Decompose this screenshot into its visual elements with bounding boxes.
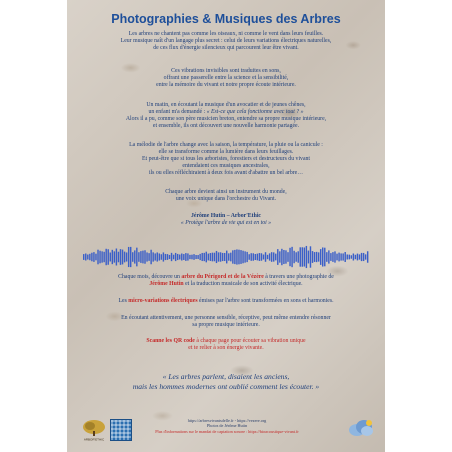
soundwave-bar: [353, 254, 354, 261]
soundwave-bar: [161, 254, 162, 260]
soundwave-bar: [336, 254, 337, 261]
soundwave-bar: [255, 254, 256, 260]
soundwave-bars: [83, 246, 368, 268]
soundwave-bar: [165, 254, 166, 260]
soundwave-bar: [304, 247, 305, 266]
soundwave-bar: [185, 253, 186, 261]
soundwave-bar: [120, 249, 121, 265]
soundwave-bar: [246, 252, 247, 262]
soundwave-bar: [214, 253, 215, 262]
soundwave-bar: [128, 247, 129, 267]
soundwave-bar: [175, 253, 176, 261]
soundwave-bar: [324, 248, 325, 267]
soundwave-bar: [191, 255, 192, 260]
scan-line1: à chaque page pour écouter sa vibration unique: [196, 338, 306, 344]
soundwave-bar: [267, 255, 268, 259]
cloud-icon: [347, 418, 375, 438]
soundwave-bar: [357, 254, 358, 261]
soundwave-bar: [91, 253, 92, 262]
micro-strong: micro-variations électriques: [128, 298, 198, 304]
micro-paragraph: [75, 298, 377, 305]
soundwave-bar: [142, 251, 143, 264]
soundwave-bar: [222, 253, 223, 261]
soundwave-bar: [298, 251, 299, 262]
soundwave-bar: [322, 247, 323, 266]
soundwave-bar: [340, 253, 341, 260]
soundwave-bar: [302, 247, 303, 266]
soundwave-bar: [263, 255, 264, 260]
soundwave-bar: [189, 255, 190, 259]
soundwave-bar: [347, 254, 348, 259]
soundwave-bar: [105, 249, 106, 265]
soundwave-bar: [206, 252, 207, 263]
story-line: et ensemble, ils ont découvert une nouvelle harmonie partagée.: [152, 122, 300, 129]
soundwave-bar: [271, 252, 272, 262]
soundwave-bar: [365, 254, 366, 259]
soundwave-bar: [220, 252, 221, 261]
soundwave-bar: [248, 254, 249, 260]
soundwave-bar: [204, 253, 205, 261]
monthly-suffix: et la traduction musicale de son activité électrique.: [185, 280, 303, 287]
footer: [127, 418, 327, 434]
soundwave-bar: [328, 250, 329, 263]
soundwave-bar: [122, 250, 123, 265]
soundwave-bar: [265, 252, 266, 262]
soundwave-bar: [238, 250, 239, 265]
soundwave-bar: [146, 252, 147, 261]
vibrations-line: entre la mémoire du vivant et notre propre écoute intérieure.: [156, 81, 296, 88]
story-line: Alors il a pu, comme son père musicien breton, entendre sa propre musique intérieure,: [125, 115, 327, 122]
soundwave-bar: [334, 251, 335, 262]
soundwave-bar: [99, 251, 100, 264]
soundwave-graphic: [83, 244, 369, 270]
poster: [67, 0, 385, 452]
soundwave-bar: [212, 253, 213, 262]
story-line: [75, 109, 377, 116]
soundwave-bar: [230, 253, 231, 262]
soundwave-bar: [242, 251, 243, 264]
soundwave-bar: [95, 254, 96, 261]
vibrations-line: offrant une passerelle entre la science et la sensibilité,: [163, 74, 289, 81]
soundwave-bar: [244, 251, 245, 262]
soundwave-bar: [195, 255, 196, 259]
soundwave-bar: [138, 252, 139, 262]
logo-text: ARBOR'ETHIC: [83, 437, 105, 442]
soundwave-bar: [257, 254, 258, 261]
soundwave-bar: [312, 251, 313, 263]
intro-paragraph: [75, 31, 377, 52]
soundwave-bar: [308, 251, 309, 264]
soundwave-bar: [163, 252, 164, 261]
footer-links[interactable]: https://arbresvivantsdelle.fr - https://vezere.org: [187, 418, 267, 423]
soundwave-bar: [283, 250, 284, 264]
instrument-line: une voix unique dans l'orchestre du Vivant.: [175, 195, 277, 202]
soundwave-bar: [293, 251, 294, 263]
soundwave-bar: [275, 254, 276, 261]
soundwave-bar: [240, 250, 241, 264]
soundwave-bar: [338, 253, 339, 262]
soundwave-bar: [171, 253, 172, 261]
soundwave-bar: [318, 252, 319, 261]
soundwave-bar: [342, 253, 343, 260]
soundwave-bar: [181, 254, 182, 261]
soundwave-bar: [253, 253, 254, 260]
scan-paragraph: [75, 338, 377, 352]
closing-quote-line: « Les arbres parlent, disaient les anciens,: [162, 372, 290, 381]
instrument-line: Chaque arbre devient ainsi un instrument du monde,: [165, 189, 287, 195]
closing-quote-line: mais les hommes modernes ont oublié comment les écouter. »: [132, 382, 320, 391]
footer-credit: Photos de Jérôme Hutin: [206, 423, 248, 429]
soundwave-bar: [140, 251, 141, 263]
soundwave-bar: [208, 254, 209, 261]
soundwave-bar: [300, 247, 301, 266]
soundwave-bar: [277, 249, 278, 265]
soundwave-bar: [152, 252, 153, 261]
soundwave-bar: [201, 253, 202, 261]
soundwave-bar: [306, 246, 307, 268]
soundwave-bar: [261, 253, 262, 260]
soundwave-bar: [116, 249, 117, 266]
soundwave-bar: [224, 253, 225, 261]
melody-paragraph: [75, 142, 377, 177]
closing-quote: [75, 372, 377, 392]
soundwave-bar: [169, 255, 170, 259]
monthly-author: Jérôme Hutin: [149, 280, 184, 287]
listening-line: sa propre musique intérieure.: [192, 321, 260, 328]
soundwave-bar: [87, 255, 88, 260]
soundwave-bar: [281, 249, 282, 265]
signature-block: [75, 213, 377, 227]
soundwave-bar: [349, 255, 350, 260]
soundwave-bar: [310, 246, 311, 267]
soundwave-bar: [330, 253, 331, 261]
soundwave-bar: [351, 255, 352, 258]
soundwave-bar: [359, 254, 360, 259]
soundwave-bar: [232, 250, 233, 263]
soundwave-bar: [177, 254, 178, 260]
monthly-middle: à travers une photographie de: [265, 274, 334, 280]
soundwave-bar: [193, 254, 194, 260]
soundwave-bar: [132, 252, 133, 262]
soundwave-bar: [291, 247, 292, 267]
soundwave-bar: [130, 247, 131, 267]
soundwave-bar: [218, 252, 219, 261]
soundwave-bar: [216, 251, 217, 263]
soundwave-bar: [361, 253, 362, 261]
micro-suffix: émises par l'arbre sont transformées en sons et harmonies.: [199, 298, 334, 304]
vibrations-line: Ces vibrations invisibles sont traduites en sons,: [171, 68, 281, 74]
poster-title: Photographies & Musiques des Arbres: [111, 12, 341, 26]
signature-motto: « Protège l'arbre de vie qui est en toi »: [180, 219, 272, 226]
soundwave-bar: [285, 250, 286, 263]
micro-line: [75, 298, 377, 305]
soundwave-bar: [199, 254, 200, 260]
soundwave-bar: [320, 249, 321, 265]
intro-line: de ces flux d'énergie silencieux qui parcourent leur être vivant.: [153, 44, 299, 51]
soundwave-bar: [179, 255, 180, 260]
soundwave-bar: [103, 252, 104, 262]
soundwave-bar: [108, 249, 109, 265]
soundwave-bar: [344, 252, 345, 262]
melody-line: entendaient ces musiques ancestrales,: [182, 162, 270, 169]
soundwave-bar: [187, 253, 188, 260]
soundwave-bar: [332, 252, 333, 262]
soundwave-bar: [167, 254, 168, 260]
story-prefix: un enfant m'a demandé :: [148, 108, 206, 115]
melody-line: ils ou elles réfléchiraient à deux fois avant d'abattre un bel arbre…: [148, 169, 304, 176]
instrument-paragraph: [75, 189, 377, 203]
monthly-prefix: Chaque mois, découvre un: [118, 274, 180, 280]
soundwave-bar: [101, 251, 102, 262]
soundwave-bar: [295, 252, 296, 261]
soundwave-bar: [148, 253, 149, 261]
soundwave-bar: [124, 252, 125, 263]
soundwave-bar: [97, 250, 98, 265]
monthly-paragraph: [75, 274, 377, 288]
soundwave-bar: [126, 252, 127, 261]
scan-line: [75, 338, 377, 345]
soundwave-bar: [197, 255, 198, 259]
soundwave-bar: [363, 253, 364, 261]
signature-name: Jérôme Hutin – Arbor'Ethic: [190, 213, 262, 219]
soundwave-bar: [144, 250, 145, 263]
listening-paragraph: [75, 315, 377, 329]
melody-line: elle se transforme comme la lumière dans leurs feuillages.: [158, 148, 294, 155]
soundwave-bar: [112, 250, 113, 264]
arborethic-logo: [81, 419, 107, 443]
soundwave-bar: [183, 254, 184, 260]
intro-line: Les arbres ne chantent pas comme les oiseaux, ni comme le vent dans leurs feuilles.: [128, 31, 324, 37]
vibrations-paragraph: [75, 68, 377, 89]
soundwave-bar: [314, 252, 315, 262]
soundwave-bar: [273, 252, 274, 261]
melody-line: La mélodie de l'arbre change avec la saison, la température, la pluie ou la canicule :: [129, 142, 323, 148]
story-paragraph: [75, 102, 377, 130]
soundwave-bar: [136, 248, 137, 267]
soundwave-bar: [114, 251, 115, 262]
soundwave-bar: [251, 253, 252, 261]
intro-line: Leur musique naît d'un langage plus secret : celui de leurs variations électriques naturelles,: [120, 37, 332, 44]
soundwave-bar: [159, 253, 160, 260]
monthly-tree: arbre du Périgord et de la Vézère: [181, 274, 264, 280]
soundwave-bar: [85, 253, 86, 260]
melody-line: Et peut-être que si tous les arboristes, forestiers et destructeurs du vivant: [141, 155, 311, 162]
scan-strong: Scanne les QR code: [146, 338, 195, 344]
micro-prefix: Les: [118, 298, 127, 304]
soundwave-bar: [269, 253, 270, 260]
soundwave-bar: [150, 250, 151, 264]
soundwave-bar: [289, 248, 290, 266]
soundwave-bar: [226, 251, 227, 264]
monthly-line: [75, 281, 377, 288]
soundwave-bar: [118, 252, 119, 263]
soundwave-bar: [355, 255, 356, 259]
soundwave-bar: [93, 252, 94, 262]
soundwave-bar: [236, 249, 237, 264]
soundwave-bar: [134, 250, 135, 263]
soundwave-bar: [173, 255, 174, 260]
soundwave-bar: [210, 253, 211, 261]
soundwave-bar: [228, 253, 229, 260]
soundwave-bar: [279, 251, 280, 262]
soundwave-bar: [316, 252, 317, 262]
footer-info[interactable]: Plus d'informations sur le mandat de captation sonore : https://bioacoustique-vivant.fr: [155, 428, 299, 434]
soundwave-bar: [259, 253, 260, 261]
soundwave-bar: [155, 253, 156, 260]
soundwave-bar: [157, 252, 158, 261]
soundwave-bar: [326, 252, 327, 262]
soundwave-bar: [287, 252, 288, 262]
soundwave-bar: [83, 254, 84, 260]
soundwave-bar: [234, 250, 235, 264]
story-line: Un matin, en écoutant la musique d'un avocatier et de jeunes chênes,: [146, 102, 306, 108]
child-question: « Est-ce que cela fonctionne avec tout ? »: [206, 108, 304, 115]
soundwave-bar: [89, 254, 90, 260]
listening-line: En écoutant attentivement, une personne sensible, réceptive, peut même entendre résonner: [121, 315, 331, 321]
scan-line2: et te relier à son énergie vivante.: [188, 344, 264, 351]
monthly-line: [75, 274, 377, 281]
soundwave-bar: [110, 253, 111, 262]
soundwave-bar: [367, 251, 368, 262]
